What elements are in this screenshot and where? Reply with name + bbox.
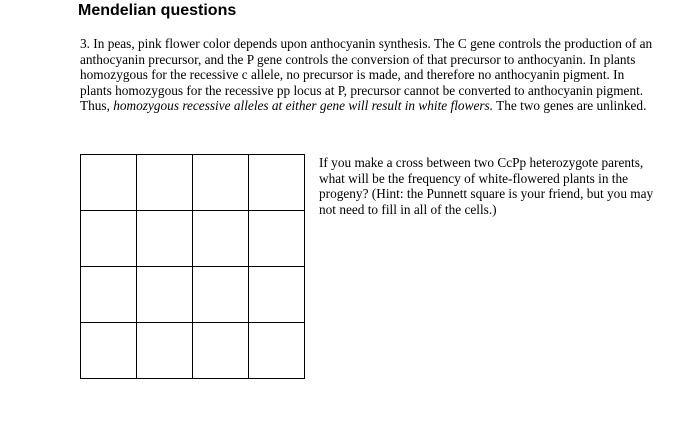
- punnett-square: [80, 154, 305, 379]
- punnett-cell[interactable]: [249, 323, 305, 379]
- punnett-cell[interactable]: [193, 267, 249, 323]
- problem-text-plain: 3. In peas, pink flower color depends upon anthocyanin synthesis. The C gene controls the production of an anthocyanin precursor, and the P gene controls the conversion of that precursor to anthocyanin. In plants homozygous for the recessive c allele, no precursor is made, and therefore no anthocyanin pigment. In plants homozygous for the recessive pp locus at P, precursor cannot be converted to anthocyanin pigment. Thus,: [80, 36, 653, 114]
- punnett-row: [81, 323, 305, 379]
- punnett-cell[interactable]: [137, 155, 193, 211]
- problem-text-italic: homozygous recessive alleles at either gene will result in white flowers.: [113, 98, 494, 114]
- punnett-cell[interactable]: [249, 155, 305, 211]
- punnett-cell[interactable]: [137, 323, 193, 379]
- punnett-cell[interactable]: [249, 211, 305, 267]
- punnett-cell[interactable]: [81, 211, 137, 267]
- problem-text-end: The two genes are unlinked.: [493, 98, 647, 114]
- punnett-cell[interactable]: [249, 267, 305, 323]
- question-text: If you make a cross between two CcPp heterozygote parents, what will be the frequency of white-flowered plants in the progeny? (Hint: the Punnett square is your friend, but you may not need to fill in all of the cells.): [319, 155, 654, 217]
- punnett-cell[interactable]: [137, 267, 193, 323]
- punnett-cell[interactable]: [137, 211, 193, 267]
- punnett-row: [81, 155, 305, 211]
- page-title: Mendelian questions: [78, 2, 237, 19]
- punnett-cell[interactable]: [81, 323, 137, 379]
- punnett-cell[interactable]: [81, 267, 137, 323]
- punnett-cell[interactable]: [81, 155, 137, 211]
- punnett-cell[interactable]: [193, 323, 249, 379]
- problem-statement: [80, 36, 656, 114]
- punnett-cell[interactable]: [193, 211, 249, 267]
- punnett-cell[interactable]: [193, 155, 249, 211]
- punnett-row: [81, 267, 305, 323]
- punnett-row: [81, 211, 305, 267]
